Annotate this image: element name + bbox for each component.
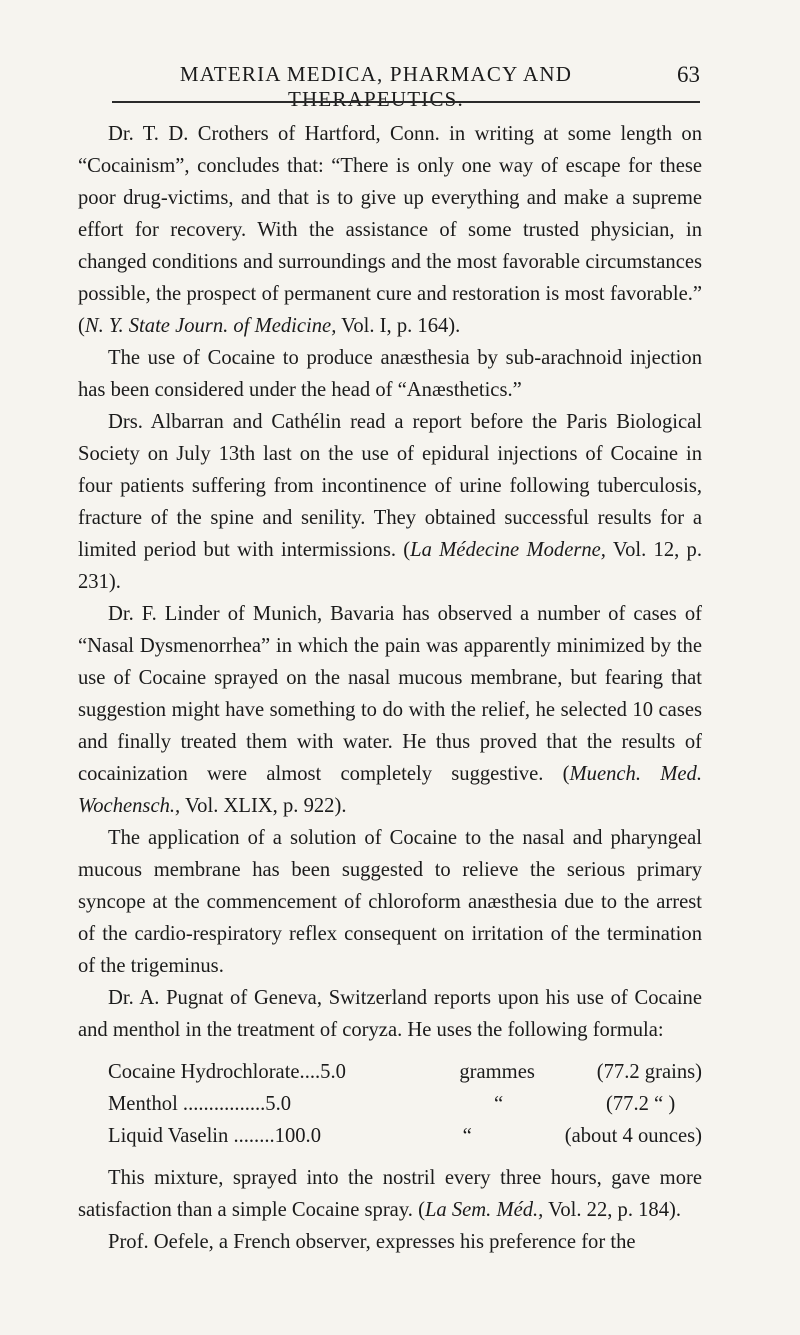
paragraph-oefele: Prof. Oefele, a French observer, expresses his preference for the [108,1231,636,1253]
formula-equivalent: (77.2 “ ) [606,1093,676,1115]
formula-row [108,1088,702,1120]
running-header [112,62,700,111]
paragraph-mixture: This mixture, sprayed into the nostril every three hours, gave more satisfaction than a simple Cocaine spray. (La Sem. Méd., Vol. 22, p. 184). [78,1167,702,1221]
citation: N. Y. State Journ. of Medicine, [84,315,337,337]
formula-equivalent: (about 4 ounces) [564,1125,702,1147]
body-text [78,118,702,1258]
citation: La Sem. Méd., [424,1199,544,1221]
formula-unit: “ [494,1093,504,1115]
formula-ingredient: Cocaine Hydrochlorate....5.0 [108,1061,346,1083]
formula-table [78,1056,702,1152]
citation: La Médecine Moderne, [410,539,606,561]
paragraph-linder: Dr. F. Linder of Munich, Bavaria has observed a number of cases of “Nasal Dysmenorrhea” in which the pain was apparently minimized by the use of Cocaine sprayed on the nasal mucous membrane, but fearing that suggestion might have something to do with the relief, he selected 10 cases and finally treated them with water. He thus proved that the results of cocainization were almost completely suggestive. (Muench. Med. Wochensch., Vol. XLIX, p. 922). [78,603,702,817]
formula-equivalent: (77.2 grains) [596,1061,702,1083]
running-title: MATERIA MEDICA, PHARMACY AND THERAPEUTICS. [179,62,573,111]
formula-row [108,1056,702,1088]
formula-unit: grammes [459,1061,535,1083]
page-number: 63 [677,62,700,87]
paragraph-albarran: Drs. Albarran and Cathélin read a report before the Paris Biological Society on July 13th last on the use of epidural injections of Cocaine in four patients suffering from incontinence of urine following tuberculosis, fracture of the spine and senility. They obtained successful results for a limited period but with intermissions. (La Médecine Moderne, Vol. 12, p. 231). [78,411,702,593]
formula-unit: “ [462,1125,472,1147]
paragraph-syncope: The application of a solution of Cocaine to the nasal and pharyngeal mucous membrane has been suggested to relieve the serious primary syncope at the commencement of chloroform anæsthesia due to the arrest of the cardio-respiratory reflex consequent on irritation of the termination of the trigeminus. [78,827,702,977]
formula-ingredient: Menthol ................5.0 [108,1093,292,1115]
formula-ingredient: Liquid Vaselin ........100.0 [108,1125,321,1147]
paragraph-crothers: Dr. T. D. Crothers of Hartford, Conn. in writing at some length on “Cocainism”, concludes that: “There is only one way of escape for these poor drug-victims, and that is to give up everything and make a supreme effort for recovery. With the assistance of some trusted physician, in changed conditions and surroundings and the most favorable circumstances possible, the prospect of permanent cure and restoration is most favorable.” (N. Y. State Journ. of Medicine, Vol. I, p. 164). [78,123,702,337]
paragraph-pugnat: Dr. A. Pugnat of Geneva, Switzerland reports upon his use of Cocaine and menthol in the treatment of coryza. He uses the following formula: [78,987,702,1041]
citation: Muench. Med. Wochensch., [78,763,702,817]
header-rule [112,101,700,103]
formula-row [108,1120,702,1152]
paragraph-subarachnoid: The use of Cocaine to produce anæsthesia by sub-arachnoid injection has been considered under the head of “Anæsthetics.” [78,347,702,401]
